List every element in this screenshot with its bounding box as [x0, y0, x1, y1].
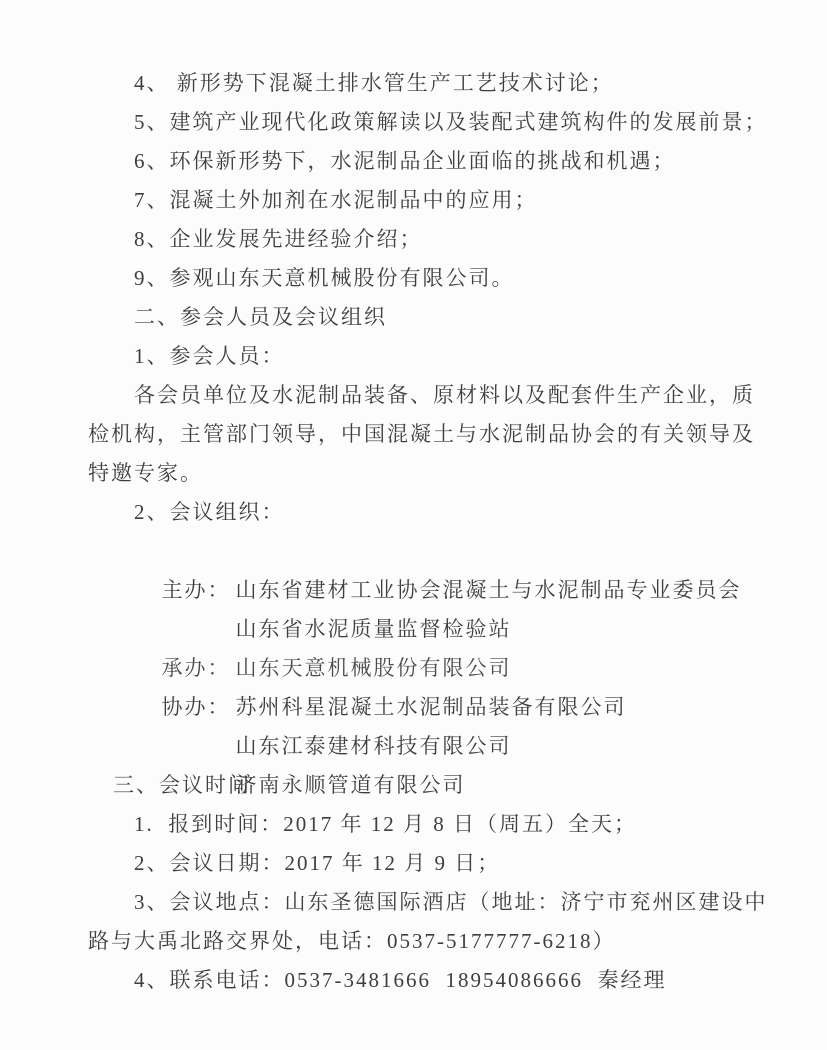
organizer-name: 苏州科星混凝土水泥制品装备有限公司 [235, 695, 627, 719]
organizer-name: 山东省水泥质量监督检验站 [235, 617, 512, 641]
organizer-name: 山东天意机械股份有限公司 [235, 656, 512, 680]
schedule-item-date: 2、会议日期：2017 年 12 月 9 日； [134, 851, 501, 875]
participants-paragraph-line-3: 特邀专家。 [88, 461, 203, 485]
document-content [88, 64, 768, 1000]
participants-subheading: 1、参会人员： [134, 344, 285, 368]
participants-paragraph-line-2: 检机构，主管部门领导，中国混凝土与水泥制品协会的有关领导及 [88, 422, 755, 446]
organizer-row-host-1 [88, 532, 748, 602]
schedule-item-checkin: 1. 报到时间：2017 年 12 月 8 日（周五）全天； [134, 812, 637, 836]
agenda-item-5: 5、建筑产业现代化政策解读以及装配式建筑构件的发展前景； [134, 110, 768, 134]
schedule-item-contact: 4、联系电话：0537-3481666 18954086666 秦经理 [134, 968, 667, 992]
agenda-item-9: 9、参观山东天意机械股份有限公司。 [134, 266, 515, 290]
organizer-name: 山东省建材工业协会混凝土与水泥制品专业委员会 [235, 578, 742, 602]
organizer-label: 协办： [161, 695, 231, 719]
section-participants-heading: 二、参会人员及会议组织 [134, 305, 387, 329]
agenda-item-7: 7、混凝土外加剂在水泥制品中的应用； [134, 188, 538, 212]
section-schedule-heading: 三、会议时间 [113, 773, 251, 797]
organization-subheading: 2、会议组织： [134, 500, 285, 524]
organizer-name: 山东江泰建材科技有限公司 [235, 734, 512, 758]
agenda-item-4: 4、 新形势下混凝土排水管生产工艺技术讨论； [134, 71, 614, 95]
schedule-item-venue-line-2: 路与大禹北路交界处，电话：0537-5177777-6218） [88, 929, 616, 953]
agenda-item-6: 6、环保新形势下，水泥制品企业面临的挑战和机遇； [134, 149, 676, 173]
agenda-item-8: 8、企业发展先进经验介绍； [134, 227, 423, 251]
organizer-label: 承办： [161, 656, 231, 680]
participants-paragraph-line-1: 各会员单位及水泥制品装备、原材料以及配套件生产企业，质 [134, 383, 755, 407]
organizer-label: 主办： [161, 578, 231, 602]
organizer-name: 济南永顺管道有限公司 [235, 773, 466, 797]
schedule-item-venue-line-1: 3、会议地点：山东圣德国际酒店（地址：济宁市兖州区建设中 [134, 890, 768, 914]
